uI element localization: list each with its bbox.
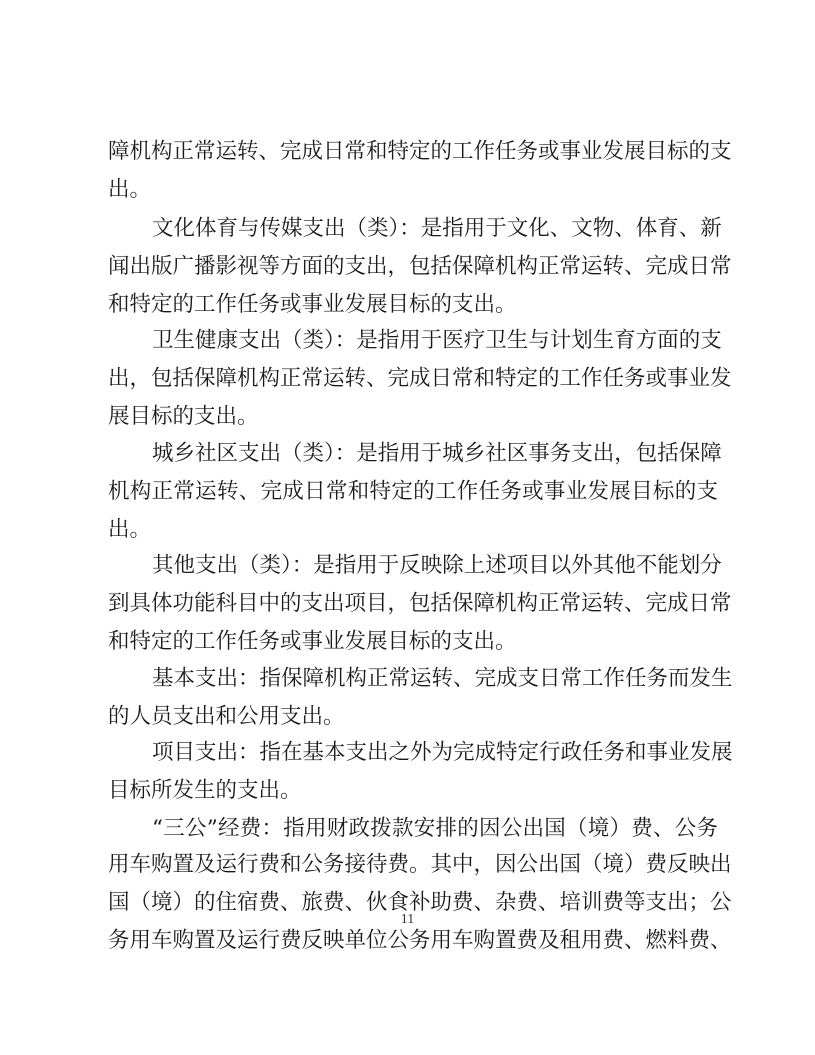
text-line: 机构正常运转、完成日常和特定的工作任务或事业发展目标的支 bbox=[108, 479, 718, 504]
text-line: 文化体育与传媒支出（类）：是指用于文化、文物、体育、新 bbox=[152, 216, 722, 241]
text-line: 国（境）的住宿费、旅费、伙食补助费、杂费、培训费等支出；公 bbox=[108, 890, 732, 915]
text-line: 用车购置及运行费和公务接待费。其中，因公出国（境）费反映出 bbox=[108, 852, 732, 877]
text-line: 务用车购置及运行费反映单位公务用车购置费及租用费、燃料费、 bbox=[108, 928, 732, 953]
text-line: 城乡社区支出（类）：是指用于城乡社区事务支出，包括保障 bbox=[152, 441, 722, 466]
text-line: 到具体功能科目中的支出项目，包括保障机构正常运转、完成日常 bbox=[108, 591, 732, 616]
text-line: 项目支出：指在基本支出之外为完成特定行政任务和事业发展 bbox=[152, 740, 733, 765]
text-line: “三公”经费：指用财政拨款安排的因公出国（境）费、公务 bbox=[152, 816, 718, 841]
text-line: 出。 bbox=[108, 177, 152, 202]
text-line: 基本支出：指保障机构正常运转、完成支日常工作任务而发生 bbox=[152, 666, 733, 691]
text-line: 出。 bbox=[108, 517, 152, 542]
text-line: 闻出版广播影视等方面的支出，包括保障机构正常运转、完成日常 bbox=[108, 254, 732, 279]
text-line: 卫生健康支出（类）：是指用于医疗卫生与计划生育方面的支 bbox=[152, 328, 722, 353]
text-line: 障机构正常运转、完成日常和特定的工作任务或事业发展目标的支 bbox=[108, 139, 732, 164]
text-line: 其他支出（类）：是指用于反映除上述项目以外其他不能划分 bbox=[152, 553, 722, 578]
text-line: 目标所发生的支出。 bbox=[108, 778, 302, 803]
text-line: 出，包括保障机构正常运转、完成日常和特定的工作任务或事业发 bbox=[108, 366, 732, 391]
text-line: 和特定的工作任务或事业发展目标的支出。 bbox=[108, 292, 517, 317]
text-line: 的人员支出和公用支出。 bbox=[108, 704, 345, 729]
text-line: 展目标的支出。 bbox=[108, 404, 259, 429]
page-number: 11 bbox=[400, 912, 415, 927]
text-line: 和特定的工作任务或事业发展目标的支出。 bbox=[108, 629, 517, 654]
